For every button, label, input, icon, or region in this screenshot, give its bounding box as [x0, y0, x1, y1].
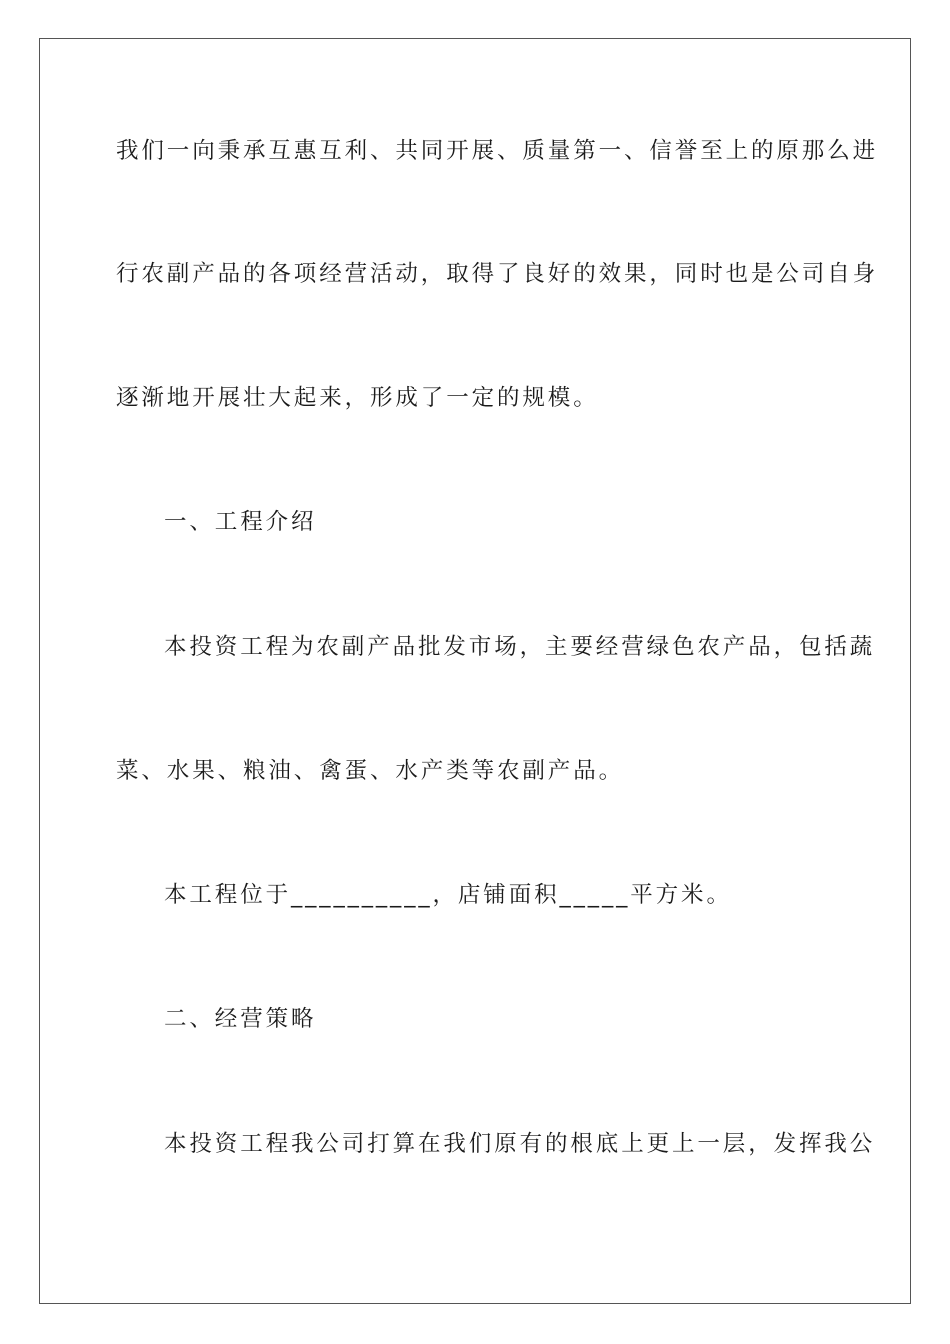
paragraph-line-4: 本投资工程为农副产品批发市场，主要经营绿色农产品，包括蔬	[164, 634, 876, 660]
page-frame	[39, 38, 911, 1304]
paragraph-line-5: 菜、水果、粮油、禽蛋、水产类等农副产品。	[116, 758, 625, 784]
section-heading-project-intro: 一、工程介绍	[164, 509, 317, 535]
paragraph-line-3: 逐渐地开展壮大起来，形成了一定的规模。	[116, 385, 599, 411]
paragraph-line-6: 本工程位于__________，店铺面积_____平方米。	[164, 882, 732, 908]
paragraph-line-1: 我们一向秉承互惠互利、共同开展、质量第一、信誉至上的原那么进	[116, 138, 879, 164]
section-heading-business-strategy: 二、经营策略	[164, 1006, 317, 1032]
paragraph-line-2: 行农副产品的各项经营活动，取得了良好的效果，同时也是公司自身	[116, 261, 879, 287]
paragraph-line-7: 本投资工程我公司打算在我们原有的根底上更上一层，发挥我公	[164, 1131, 876, 1157]
